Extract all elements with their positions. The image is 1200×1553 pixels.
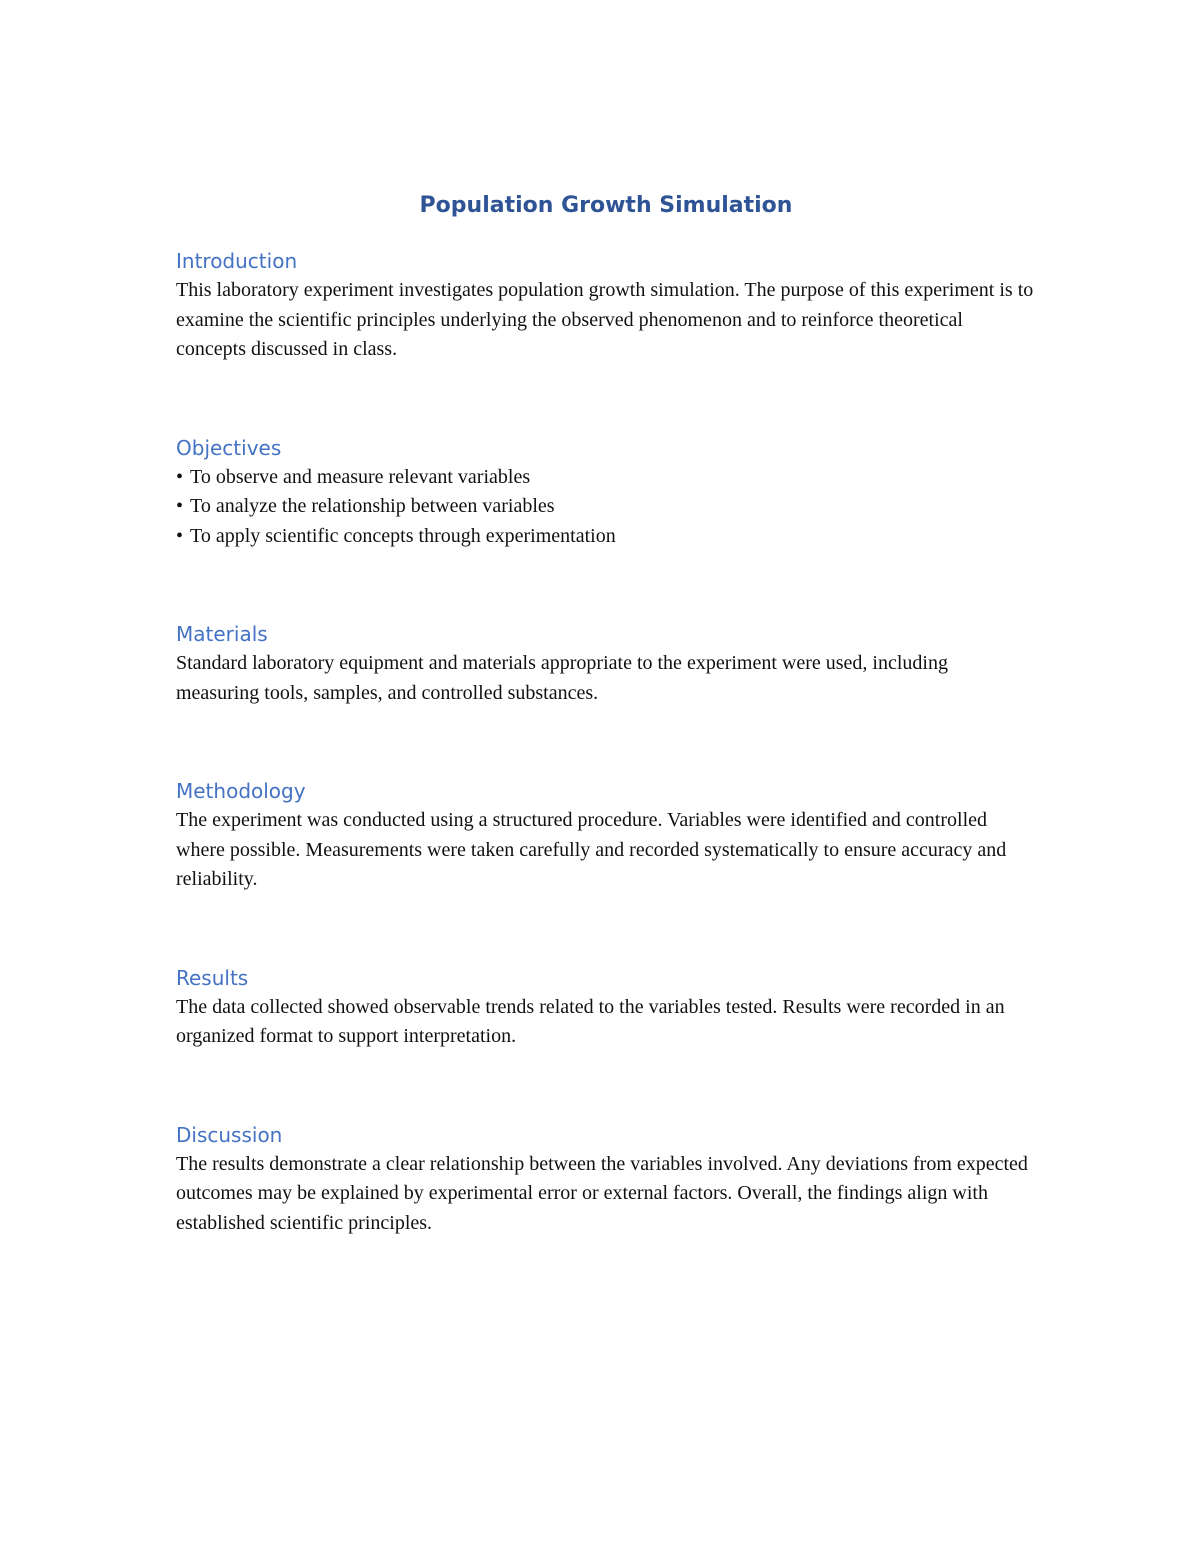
section-body-discussion: The results demonstrate a clear relationship between the variables involved. Any deviations from expected outcomes may be explained by experimental error or external factors. Overall, the findings align with established scientific principles.: [176, 1152, 1028, 1234]
section-objectives: [176, 433, 1036, 552]
section-discussion: [176, 1120, 1036, 1239]
section-results: [176, 963, 1036, 1052]
list-item: [176, 522, 1036, 552]
section-heading-methodology: Methodology: [176, 779, 306, 803]
document-title: Population Growth Simulation: [419, 193, 793, 218]
bullet-icon: •: [176, 524, 184, 547]
bullet-icon: •: [176, 495, 184, 517]
section-materials: [176, 619, 1036, 708]
section-heading-objectives: Objectives: [176, 435, 282, 460]
bullet-icon: •: [176, 465, 184, 488]
list-item-text: To apply scientific concepts through experimentation: [190, 524, 616, 547]
section-heading-introduction: Introduction: [176, 249, 298, 273]
section-body-materials: Standard laboratory equipment and materials appropriate to the experiment were used, including measuring tools, samples, and controlled substances.: [176, 652, 948, 704]
section-body-introduction: This laboratory experiment investigates population growth simulation. The purpose of this experiment is to examine the scientific principles underlying the observed phenomenon and to reinforce theoretical concepts discussed in class.: [176, 279, 1034, 360]
section-methodology: [176, 776, 1036, 895]
section-heading-discussion: Discussion: [176, 1122, 283, 1147]
document-content: [176, 190, 1036, 1238]
list-item-text: To analyze the relationship between variables: [190, 495, 555, 517]
list-item: [176, 463, 1036, 493]
section-body-methodology: The experiment was conducted using a structured procedure. Variables were identified and controlled where possible. Measurements were taken carefully and recorded systematically to ensure accuracy and reliability.: [176, 809, 1007, 890]
section-heading-materials: Materials: [176, 622, 268, 646]
section-introduction: [176, 246, 1036, 365]
section-heading-results: Results: [176, 965, 249, 990]
list-item-text: To observe and measure relevant variables: [190, 465, 531, 488]
list-item: [176, 492, 1036, 522]
objectives-list: [176, 463, 1036, 552]
section-body-results: The data collected showed observable trends related to the variables tested. Results were recorded in an organized format to support interpretation.: [176, 995, 1005, 1047]
